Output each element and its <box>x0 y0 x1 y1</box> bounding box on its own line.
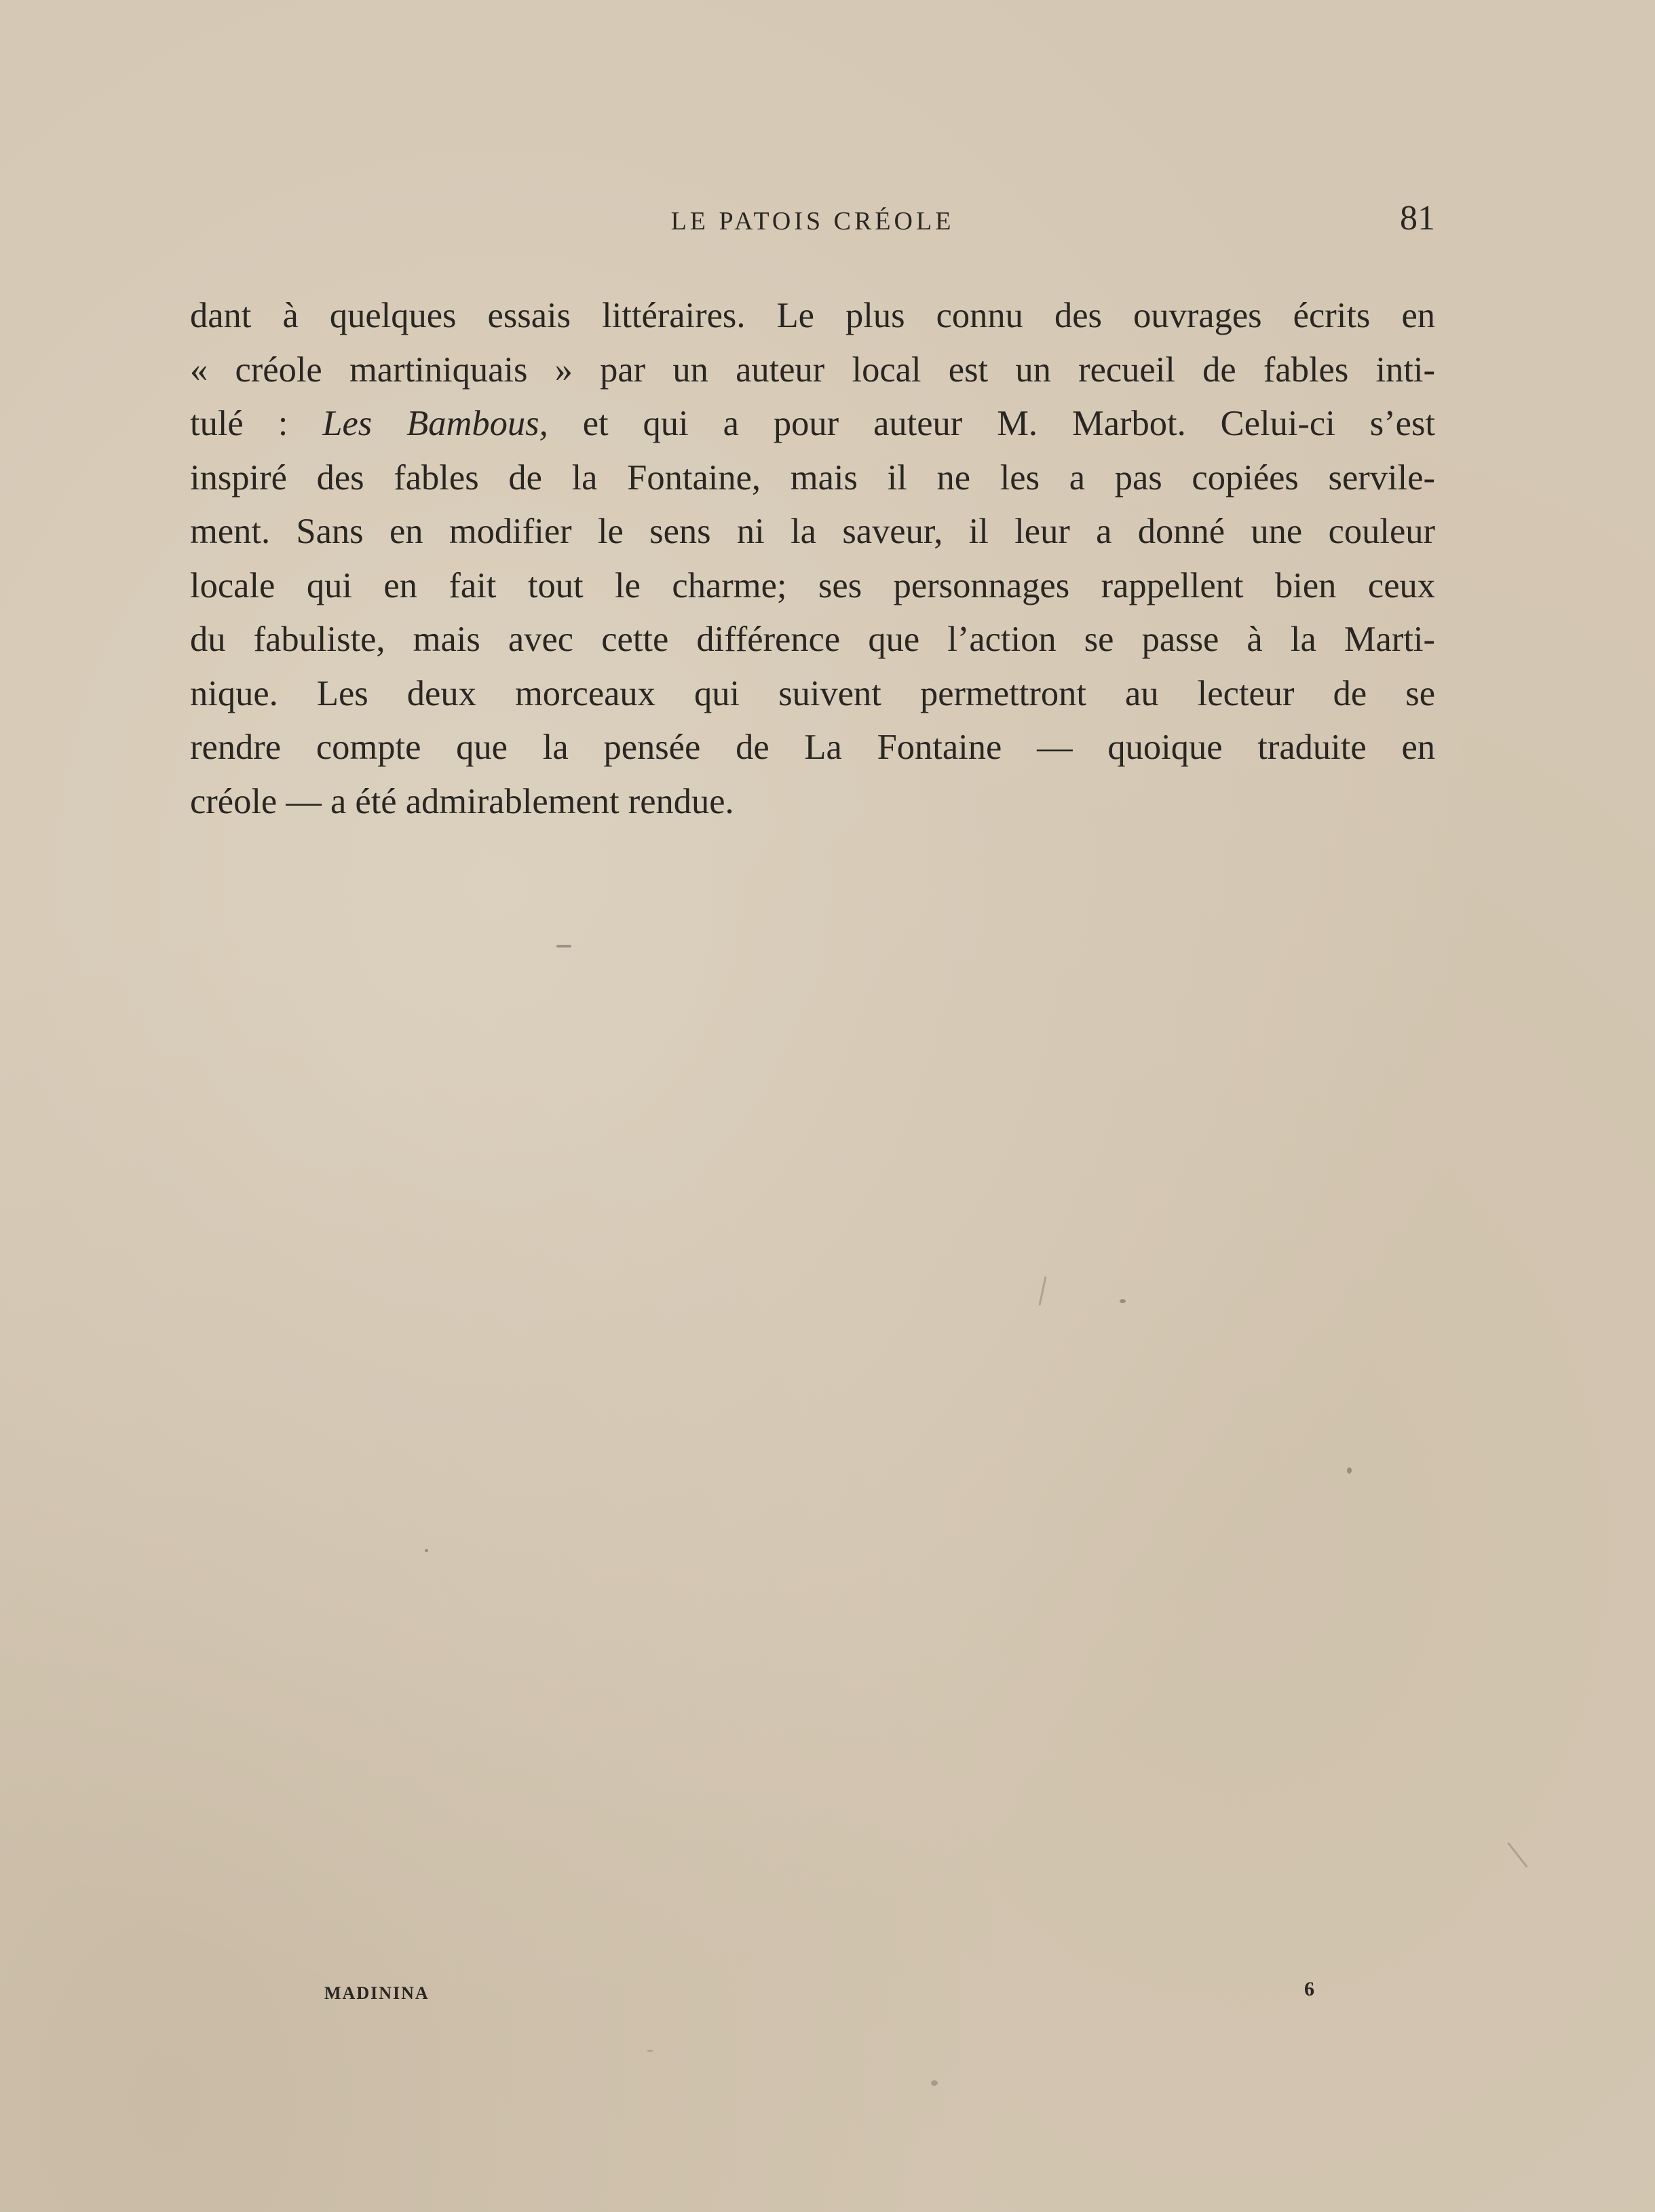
running-title: LE PATOIS CRÉOLE <box>670 207 955 236</box>
text-line: rendre compte que la pensée de La Fontaine — quoique traduite en <box>190 728 1435 767</box>
paper-speck <box>1347 1467 1352 1474</box>
text-line: locale qui en fait tout le charme; ses personnages rappellent bien ceux <box>190 565 1435 605</box>
paper-speck <box>1120 1299 1126 1303</box>
paper-speck <box>556 945 571 948</box>
body-paragraph <box>190 289 1435 829</box>
text-line: du fabuliste, mais avec cette différence que l’action se passe à la Marti- <box>190 620 1435 659</box>
signature-number: 6 <box>1304 1978 1314 2000</box>
paper-speck <box>931 2080 938 2086</box>
text-line: inspiré des fables de la Fontaine, mais il ne les a pas copiées servile- <box>190 457 1435 498</box>
text-fragment: et qui a pour auteur M. Marbot. Celui-ci s’est <box>548 404 1435 443</box>
text-line-with-title <box>190 397 1435 451</box>
running-head <box>190 201 1435 242</box>
text-fragment: tulé : <box>190 404 323 443</box>
paper-speck <box>425 1549 428 1552</box>
text-line-last: créole — a été admirablement rendue. <box>190 781 734 821</box>
text-line: ment. Sans en modifier le sens ni la saveur, il leur a donné une couleur <box>190 512 1435 551</box>
signature-mark: MADININA <box>324 1983 430 2003</box>
text-line: nique. Les deux morceaux qui suivent permettront au lecteur de se <box>190 673 1435 713</box>
text-line: « créole martiniquais » par un auteur local est un recueil de fables inti- <box>190 350 1435 390</box>
text-line: dant à quelques essais littéraires. Le plus connu des ouvrages écrits en <box>190 296 1435 335</box>
book-title: Les Bambous, <box>322 404 548 443</box>
paper-speck <box>647 2050 653 2052</box>
page-number: 81 <box>1400 199 1435 238</box>
